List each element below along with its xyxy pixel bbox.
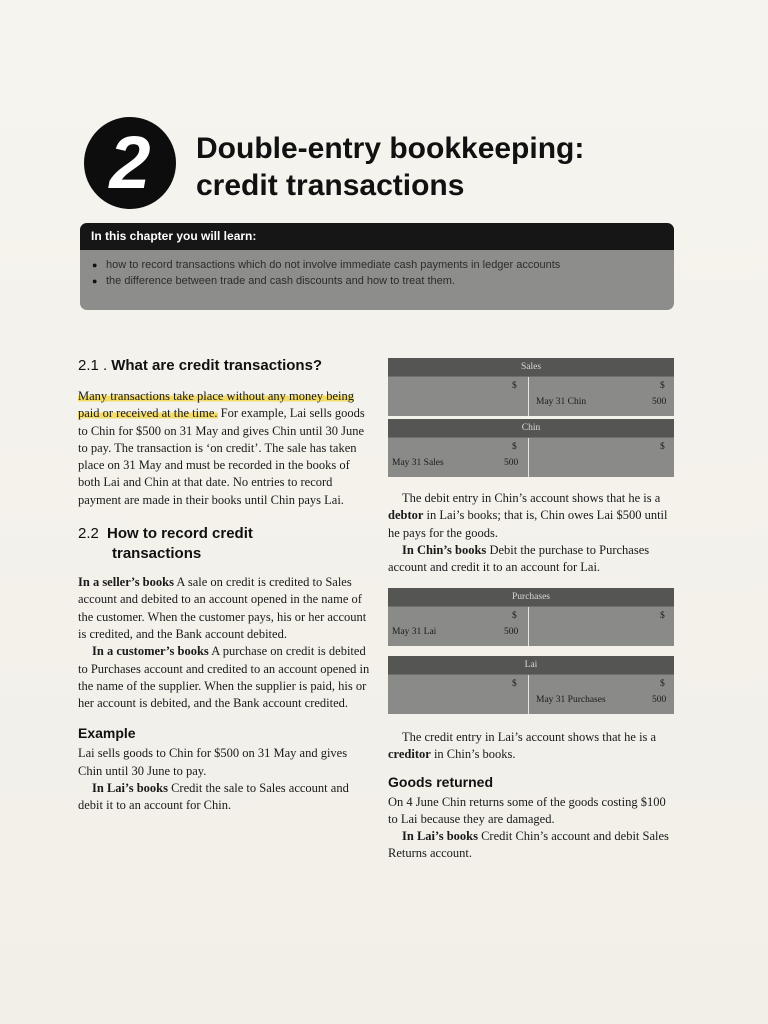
goods-returned-lais-books-paragraph bbox=[388, 828, 678, 863]
ledger-divider bbox=[528, 675, 529, 714]
debit-entry: May 31 Lai bbox=[392, 627, 437, 637]
paragraph-text: A purchase on credit is debited to Purchases account and credited to an account opened in the name of the supplier. When the supplier is paid, his or her account is debited, and the Bank account credited. bbox=[78, 644, 370, 711]
goods-returned-paragraph: On 4 June Chin returns some of the goods costing $100 to Lai because they are damaged. bbox=[388, 794, 666, 826]
paragraph-text: For example, Lai sells goods to Chin for $500 on 31 May and gives Chin until 30 June to pay. The transaction is ‘on credit’. The sale has taken place on 31 May and must be recorded in the books of both Lai and Chin at that date. No entries to record payment are made in their books until Chin pays Lai. bbox=[78, 406, 365, 507]
sellers-books-paragraph bbox=[78, 574, 370, 643]
left-column bbox=[78, 356, 370, 815]
credit-amount: 500 bbox=[652, 397, 667, 407]
section-2-1-heading bbox=[78, 356, 370, 376]
credit-entry: May 31 Purchases bbox=[536, 695, 606, 705]
debtor-paragraph bbox=[388, 490, 678, 542]
chapter-title-line1: Double-entry bookkeeping: bbox=[196, 132, 585, 165]
highlighted-text: Many transactions take place without any money being paid or received at the time. bbox=[78, 389, 354, 421]
bold-term: debtor bbox=[388, 508, 424, 523]
customers-books-paragraph bbox=[78, 643, 370, 712]
ledger-title: Lai bbox=[388, 656, 674, 674]
creditor-paragraph bbox=[388, 729, 678, 764]
debit-amount: 500 bbox=[504, 458, 519, 468]
chins-books-paragraph bbox=[388, 542, 678, 577]
paragraph-lead: In a seller’s books bbox=[78, 575, 174, 590]
example-lais-books-paragraph bbox=[78, 780, 370, 815]
section-2-2-heading bbox=[78, 524, 370, 564]
credit-currency: $ bbox=[660, 381, 665, 391]
example-heading: Example bbox=[78, 725, 136, 742]
debit-currency: $ bbox=[512, 679, 517, 689]
paragraph-lead: In a customer’s books bbox=[92, 644, 209, 659]
section-number: 2.2 bbox=[78, 525, 99, 543]
learning-objectives-list bbox=[80, 250, 674, 287]
right-column-text-1 bbox=[388, 490, 678, 576]
chin-ledger-account bbox=[388, 419, 674, 477]
example-paragraph: Lai sells goods to Chin for $500 on 31 May and gives Chin until 30 June to pay. bbox=[78, 746, 348, 778]
ledger-divider bbox=[528, 377, 529, 416]
credit-currency: $ bbox=[660, 442, 665, 452]
section-2-1-paragraph bbox=[78, 388, 370, 509]
learning-objective-item: ● the difference between trade and cash discounts and how to treat them. bbox=[92, 275, 662, 287]
debit-currency: $ bbox=[512, 381, 517, 391]
paragraph-text: A sale on credit is credited to Sales account and debited to an account opened in the name of the customer. When the customer pays, his or her account is credited, and the Bank account debited. bbox=[78, 575, 367, 641]
right-column-text-2 bbox=[388, 729, 678, 863]
section-title-line1: How to record credit bbox=[107, 525, 253, 543]
paragraph-lead: In Lai’s books bbox=[92, 781, 168, 796]
paragraph-text: The credit entry in Lai’s account shows that he is a bbox=[402, 730, 657, 744]
paragraph-lead: In Chin’s books bbox=[402, 542, 487, 557]
goods-returned-heading: Goods returned bbox=[388, 773, 494, 790]
debit-currency: $ bbox=[512, 611, 517, 621]
paragraph-lead: In Lai’s books bbox=[402, 829, 478, 844]
debit-entry: May 31 Sales bbox=[392, 458, 444, 468]
ledger-title: Sales bbox=[388, 358, 674, 376]
bold-term: creditor bbox=[388, 747, 431, 762]
paragraph-text: in Lai’s books; that is, Chin owes Lai $500 until he pays for the goods. bbox=[388, 508, 668, 540]
learning-objective-item: ● how to record transactions which do not involve immediate cash payments in ledger accounts bbox=[92, 259, 662, 271]
debit-amount: 500 bbox=[504, 627, 519, 637]
learning-objectives-heading: In this chapter you will learn: bbox=[80, 223, 674, 250]
learning-objectives-box bbox=[80, 223, 674, 310]
section-title: What are credit transactions? bbox=[111, 357, 323, 374]
sales-ledger-account bbox=[388, 358, 674, 416]
paragraph-text: in Chin’s books. bbox=[430, 747, 516, 762]
lai-ledger-account bbox=[388, 656, 674, 714]
ledger-title: Chin bbox=[388, 419, 674, 437]
credit-entry: May 31 Chin bbox=[536, 397, 587, 407]
paragraph-text: Credit Chin’s account and debit Sales Returns account. bbox=[388, 829, 669, 861]
paragraph-text: Debit the purchase to Purchases account and credit it to an account for Lai. bbox=[388, 542, 650, 575]
credit-currency: $ bbox=[660, 679, 665, 689]
section-title-line2: transactions bbox=[112, 545, 202, 563]
paragraph-text: Credit the sale to Sales account and debit it to an account for Chin. bbox=[78, 781, 349, 813]
paragraph-text: The debit entry in Chin’s account shows that he is a bbox=[402, 491, 661, 505]
credit-amount: 500 bbox=[652, 695, 667, 705]
purchases-ledger-account bbox=[388, 588, 674, 646]
ledger-body bbox=[388, 606, 674, 646]
section-number: 2.1 . bbox=[78, 357, 108, 374]
ledger-body bbox=[388, 437, 674, 477]
ledger-body bbox=[388, 376, 674, 416]
ledger-title: Purchases bbox=[388, 588, 674, 606]
ledger-divider bbox=[528, 607, 529, 646]
chapter-title-line2: credit transactions bbox=[196, 169, 465, 202]
chapter-title bbox=[196, 130, 636, 204]
chapter-number: 2 bbox=[109, 121, 151, 204]
chapter-number-badge bbox=[84, 117, 176, 209]
ledger-divider bbox=[528, 438, 529, 477]
credit-currency: $ bbox=[660, 611, 665, 621]
debit-currency: $ bbox=[512, 442, 517, 452]
ledger-body bbox=[388, 674, 674, 714]
